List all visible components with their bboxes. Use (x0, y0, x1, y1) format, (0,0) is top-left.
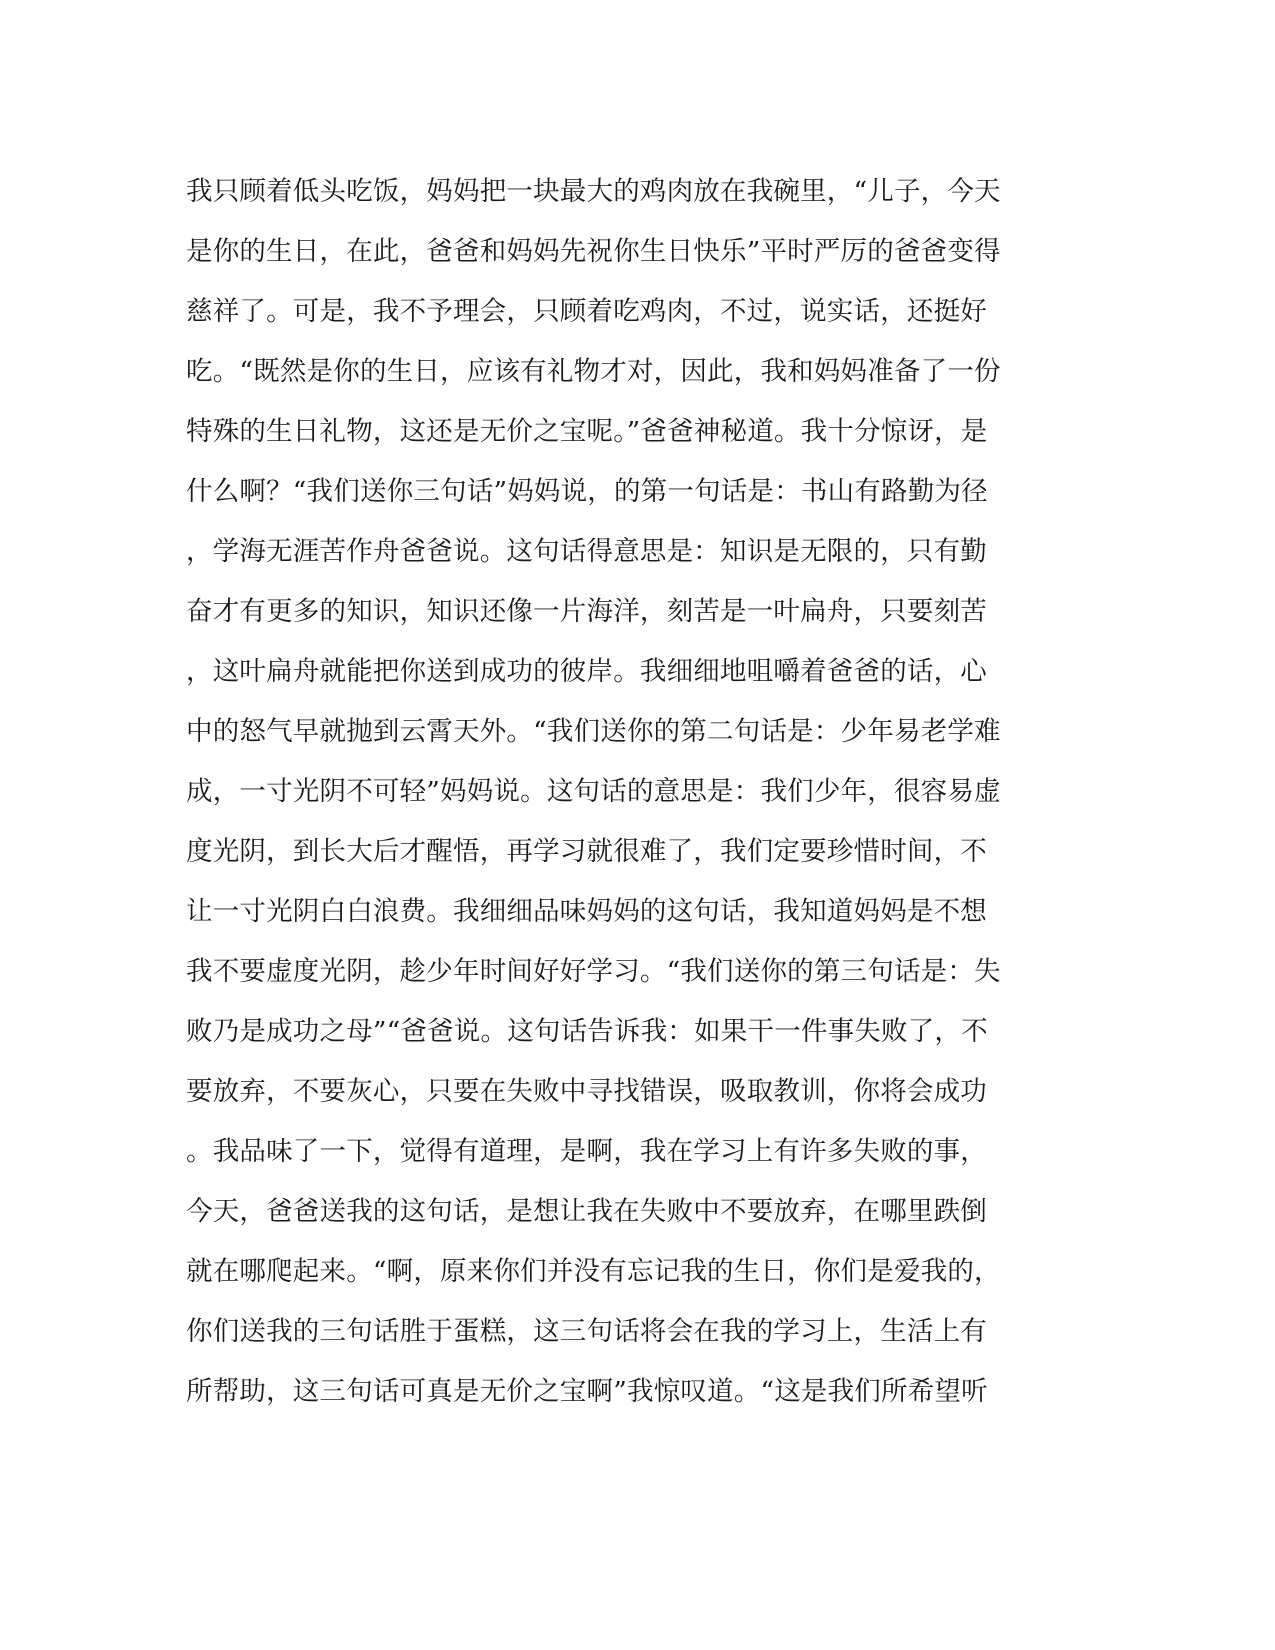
text-line: 是你的生日，在此，爸爸和妈妈先祝你生日快乐”平时严厉的爸爸变得 (186, 236, 1001, 267)
text-line: 你们送我的三句话胜于蛋糕，这三句话将会在我的学习上，生活上有 (186, 1316, 987, 1347)
text-line: 今天，爸爸送我的这句话，是想让我在失败中不要放弃，在哪里跌倒 (186, 1196, 987, 1227)
body-text (186, 162, 1086, 1422)
text-line: 。我品味了一下，觉得有道理，是啊，我在学习上有许多失败的事， (186, 1136, 987, 1167)
text-line: ，学海无涯苦作舟爸爸说。这句话得意思是：知识是无限的，只有勤 (186, 536, 987, 567)
text-line: 我只顾着低头吃饭，妈妈把一块最大的鸡肉放在我碗里，“儿子，今天 (186, 176, 1001, 207)
text-line: 成，一寸光阴不可轻”妈妈说。这句话的意思是：我们少年，很容易虚 (186, 776, 1001, 807)
text-line: 要放弃，不要灰心，只要在失败中寻找错误，吸取教训，你将会成功 (186, 1076, 987, 1107)
text-line: 度光阴，到长大后才醒悟，再学习就很难了，我们定要珍惜时间，不 (186, 836, 987, 867)
text-line: 就在哪爬起来。“啊，原来你们并没有忘记我的生日，你们是爱我的， (186, 1256, 1001, 1287)
text-line: 特殊的生日礼物，这还是无价之宝呢。”爸爸神秘道。我十分惊讶，是 (186, 416, 988, 447)
text-line: 中的怒气早就抛到云霄天外。“我们送你的第二句话是：少年易老学难 (186, 716, 1001, 747)
text-line: 我不要虚度光阴，趁少年时间好好学习。“我们送你的第三句话是：失 (186, 956, 1001, 987)
text-line: ，这叶扁舟就能把你送到成功的彼岸。我细细地咀嚼着爸爸的话，心 (186, 656, 987, 687)
text-line: 什么啊？“我们送你三句话”妈妈说，的第一句话是：书山有路勤为径 (186, 476, 988, 507)
text-line: 奋才有更多的知识，知识还像一片海洋，刻苦是一叶扁舟，只要刻苦 (186, 596, 987, 627)
text-line: 败乃是成功之母”“爸爸说。这句话告诉我：如果干一件事失败了，不 (186, 1016, 988, 1047)
text-line: 所帮助，这三句话可真是无价之宝啊”我惊叹道。“这是我们所希望听 (186, 1376, 988, 1407)
text-line: 慈祥了。可是，我不予理会，只顾着吃鸡肉，不过，说实话，还挺好 (186, 296, 987, 327)
text-line: 吃。“既然是你的生日，应该有礼物才对，因此，我和妈妈准备了一份 (186, 356, 1001, 387)
text-line: 让一寸光阴白白浪费。我细细品味妈妈的这句话，我知道妈妈是不想 (186, 896, 987, 927)
